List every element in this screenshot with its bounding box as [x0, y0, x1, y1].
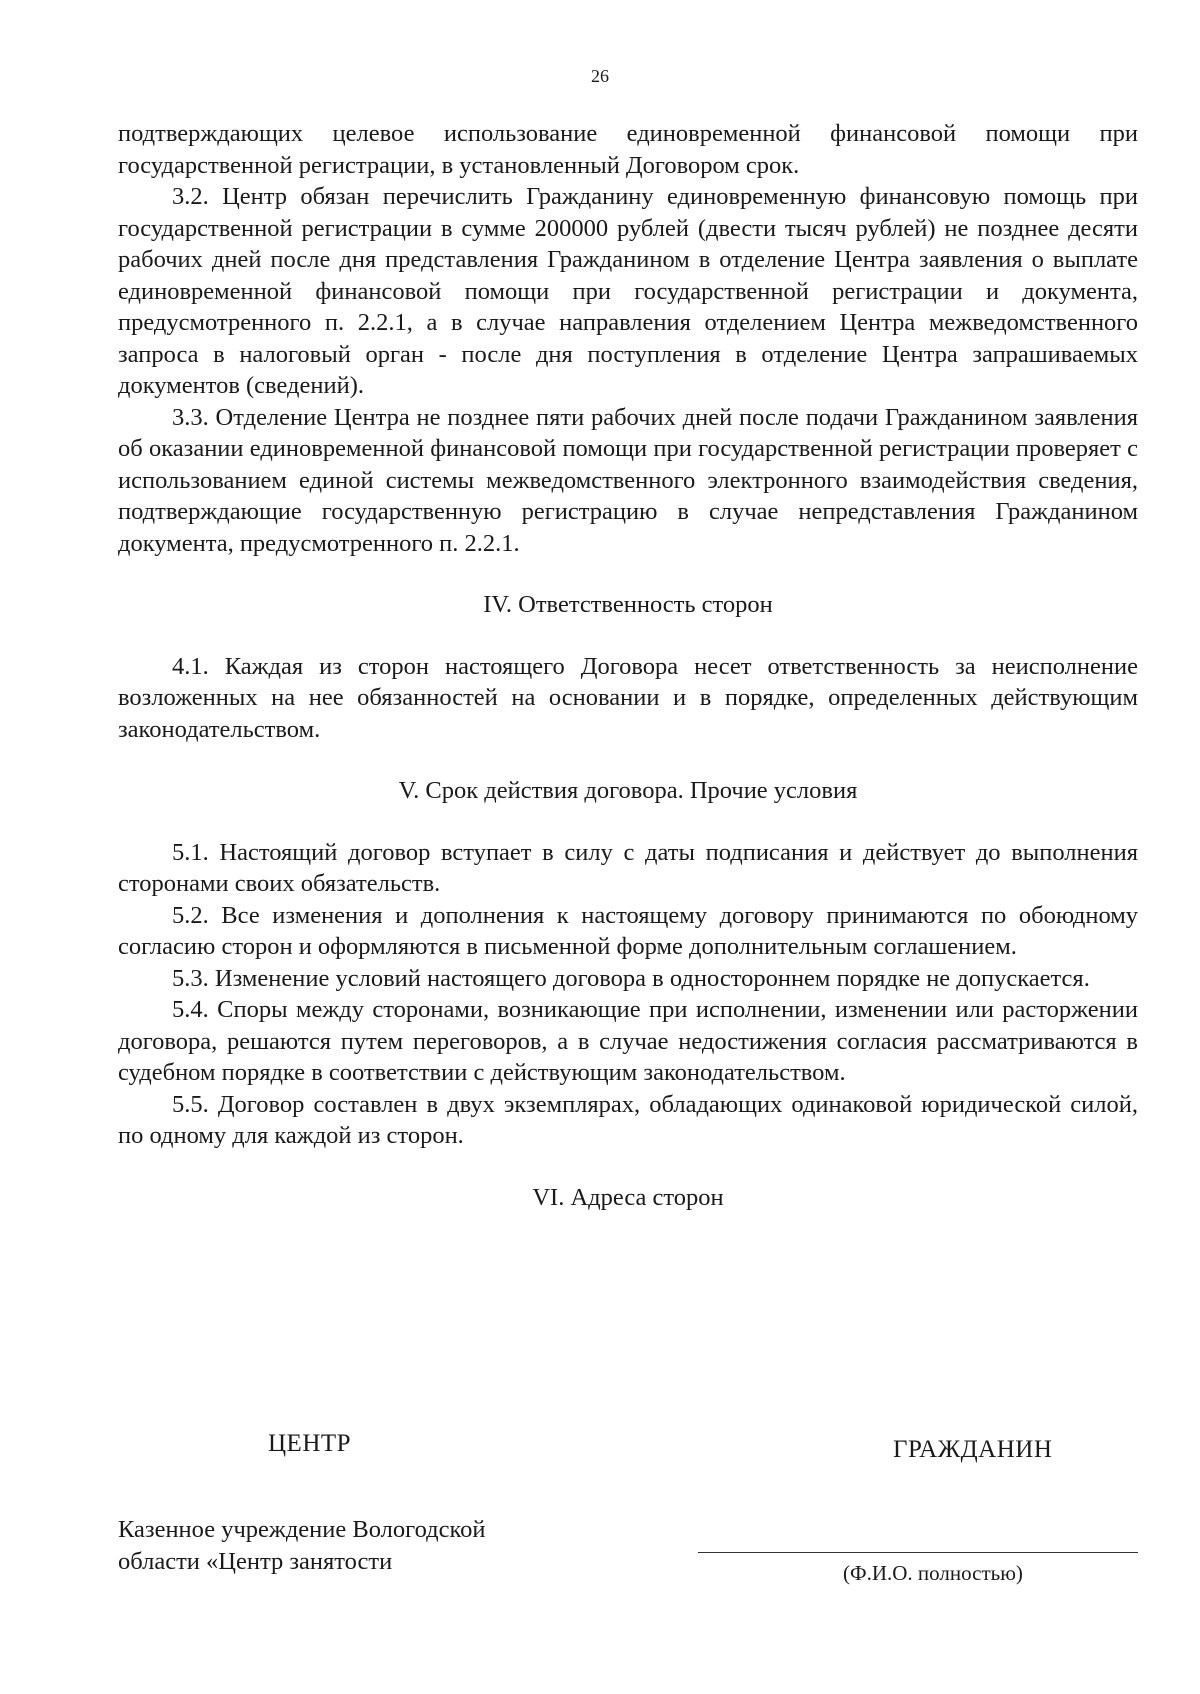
- clause-5-4: 5.4. Споры между сторонами, возникающие при исполнении, изменении или расторжении договора, решаются путем переговоров, а в случае недостижения согласия рассматриваются в судебном порядке в соответствии с действующим законодательством.: [118, 996, 1138, 1086]
- clause-5-3: 5.3. Изменение условий настоящего договора в одностороннем порядке не допускается.: [172, 964, 1090, 992]
- citizen-name-line: [698, 1552, 1138, 1553]
- clause-5-2: 5.2. Все изменения и дополнения к настоящему договору принимаются по обоюдному согласию сторон и оформляются в письменной форме дополнительным соглашением.: [118, 901, 1138, 960]
- clause-3-2: 3.2. Центр обязан перечислить Гражданину единовременную финансовую помощь при государственной регистрации в сумме 200000 рублей (двести тысяч рублей) не позднее десяти рабочих дней после дня представления Гражданином в отделение Центра заявления о выплате единовременной финансовой помощи при государственной регистрации и документа, предусмотренного п. 2.2.1, а в случае направления отделением Центра межведомственного запроса в налоговый орган - после дня поступления в отделение Центра запрашиваемых документов (сведений).: [118, 183, 1138, 399]
- section-4-title: IV. Ответственность сторон: [483, 591, 773, 618]
- center-organization: [118, 1514, 578, 1577]
- citizen-name-caption: (Ф.И.О. полностью): [843, 1561, 1023, 1585]
- document-body: [118, 118, 1138, 1213]
- section-6-title: VI. Адреса сторон: [532, 1183, 724, 1211]
- clause-5-5: 5.5. Договор составлен в двух экземплярах, обладающих одинаковой юридической силой, по одному для каждой из сторон.: [118, 1090, 1138, 1149]
- clause-4-1: 4.1. Каждая из сторон настоящего Договора несет ответственность за неисполнение возложенных на нее обязанностей на основании и в порядке, определенных действующим законодательством.: [118, 652, 1138, 743]
- clause-3-3: 3.3. Отделение Центра не позднее пяти рабочих дней после подачи Гражданином заявления об оказании единовременной финансовой помощи при государственной регистрации проверяет с использованием единой системы межведомственного электронного взаимодействия сведения, подтверждающие государственную регистрацию в случае непредставления Гражданином документа, предусмотренного п. 2.2.1.: [118, 403, 1138, 557]
- center-org-line-1: Казенное учреждение Вологодской: [118, 1516, 486, 1543]
- section-5-title: V. Срок действия договора. Прочие условия: [398, 777, 858, 804]
- clause-5-1: 5.1. Настоящий договор вступает в силу с даты подписания и действует до выполнения сторонами своих обязательств.: [118, 838, 1138, 897]
- center-org-line-2: области «Центр занятости: [118, 1547, 393, 1575]
- page-number: 26: [591, 66, 609, 86]
- party-citizen-heading: ГРАЖДАНИН: [893, 1436, 1053, 1463]
- party-center-heading: ЦЕНТР: [268, 1430, 352, 1457]
- section3-continuation: подтверждающих целевое использование единовременной финансовой помощи при государственной регистрации, в установленный Договором срок.: [118, 120, 1138, 179]
